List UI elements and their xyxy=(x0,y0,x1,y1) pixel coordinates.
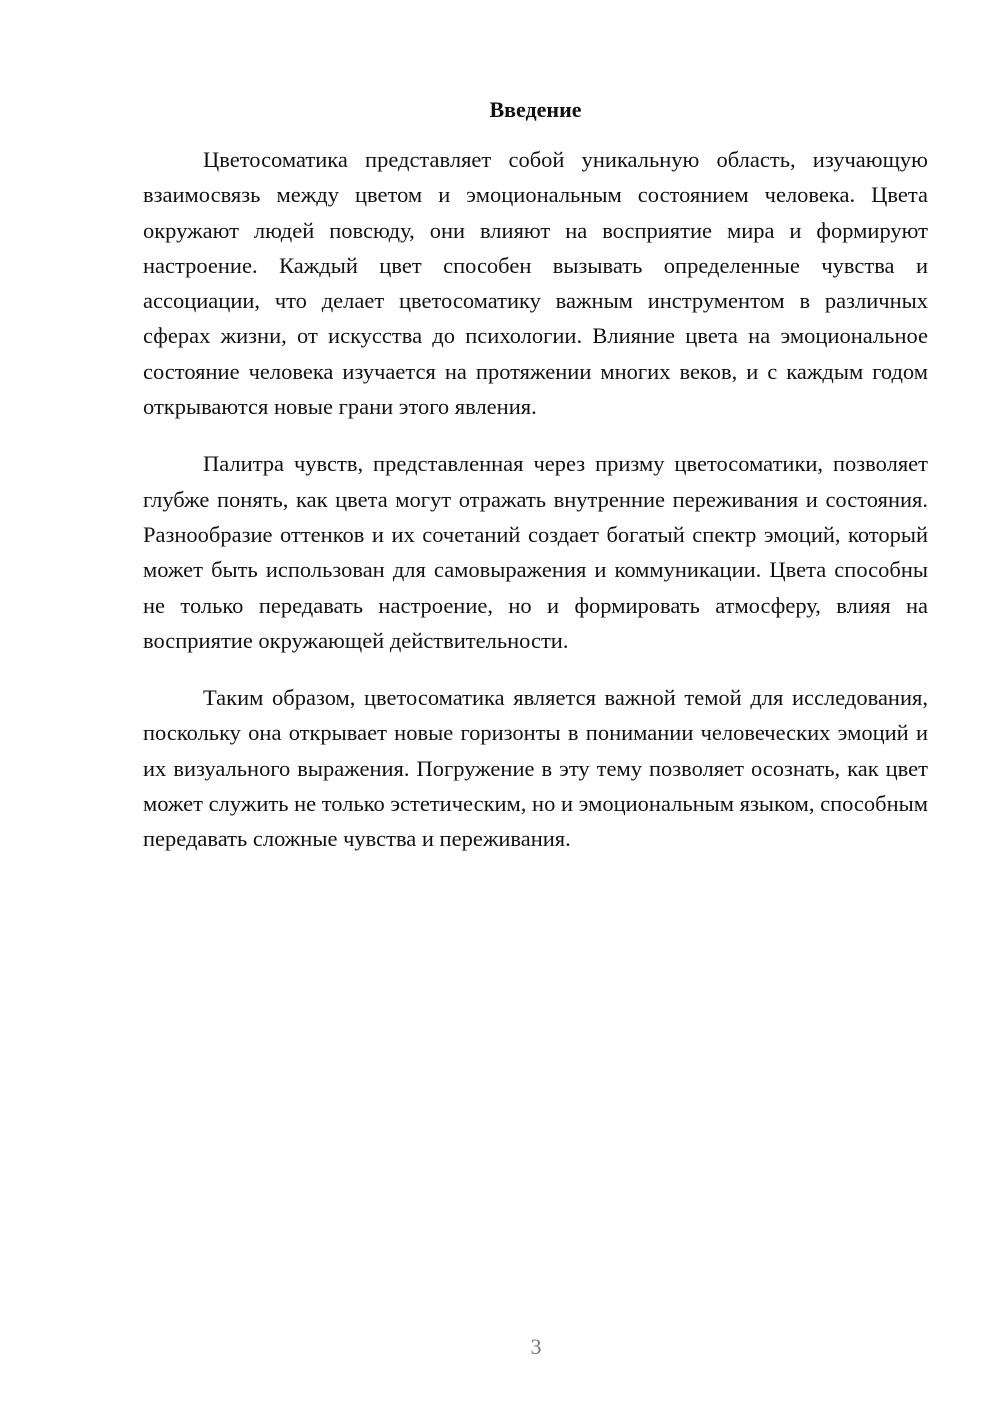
page-content xyxy=(143,92,928,857)
section-title: Введение xyxy=(489,97,582,122)
paragraph-2: Палитра чувств, представленная через призму цветосоматики, позволяет глубже понять, как цвета могут отражать внутренние переживания и состояния. Разнообразие оттенков и их сочетаний создает богатый спектр эмоций, который может быть использован для самовыражения и коммуникации. Цвета способны не только передавать настроение, но и формировать атмосферу, влияя на восприятие окружающей действительности. xyxy=(143,451,928,653)
page-number: 3 xyxy=(530,1334,542,1359)
paragraph-1: Цветосоматика представляет собой уникальную область, изучающую взаимосвязь между цветом и эмоциональным состоянием человека. Цвета окружают людей повсюду, они влияют на восприятие мира и формируют настроение. Каждый цвет способен вызывать определенные чувства и ассоциации, что делает цветосоматику важным инструментом в различных сферах жизни, от искусства до психологии. Влияние цвета на эмоциональное состояние человека изучается на протяжении многих веков, и с каждым годом открываются новые грани этого явления. xyxy=(143,147,928,420)
paragraph-3: Таким образом, цветосоматика является важной темой для исследования, поскольку она открывает новые горизонты в понимании человеческих эмоций и их визуального выражения. Погружение в эту тему позволяет осознать, как цвет может служить не только эстетическим, но и эмоциональным языком, способным передавать сложные чувства и переживания. xyxy=(143,685,929,852)
